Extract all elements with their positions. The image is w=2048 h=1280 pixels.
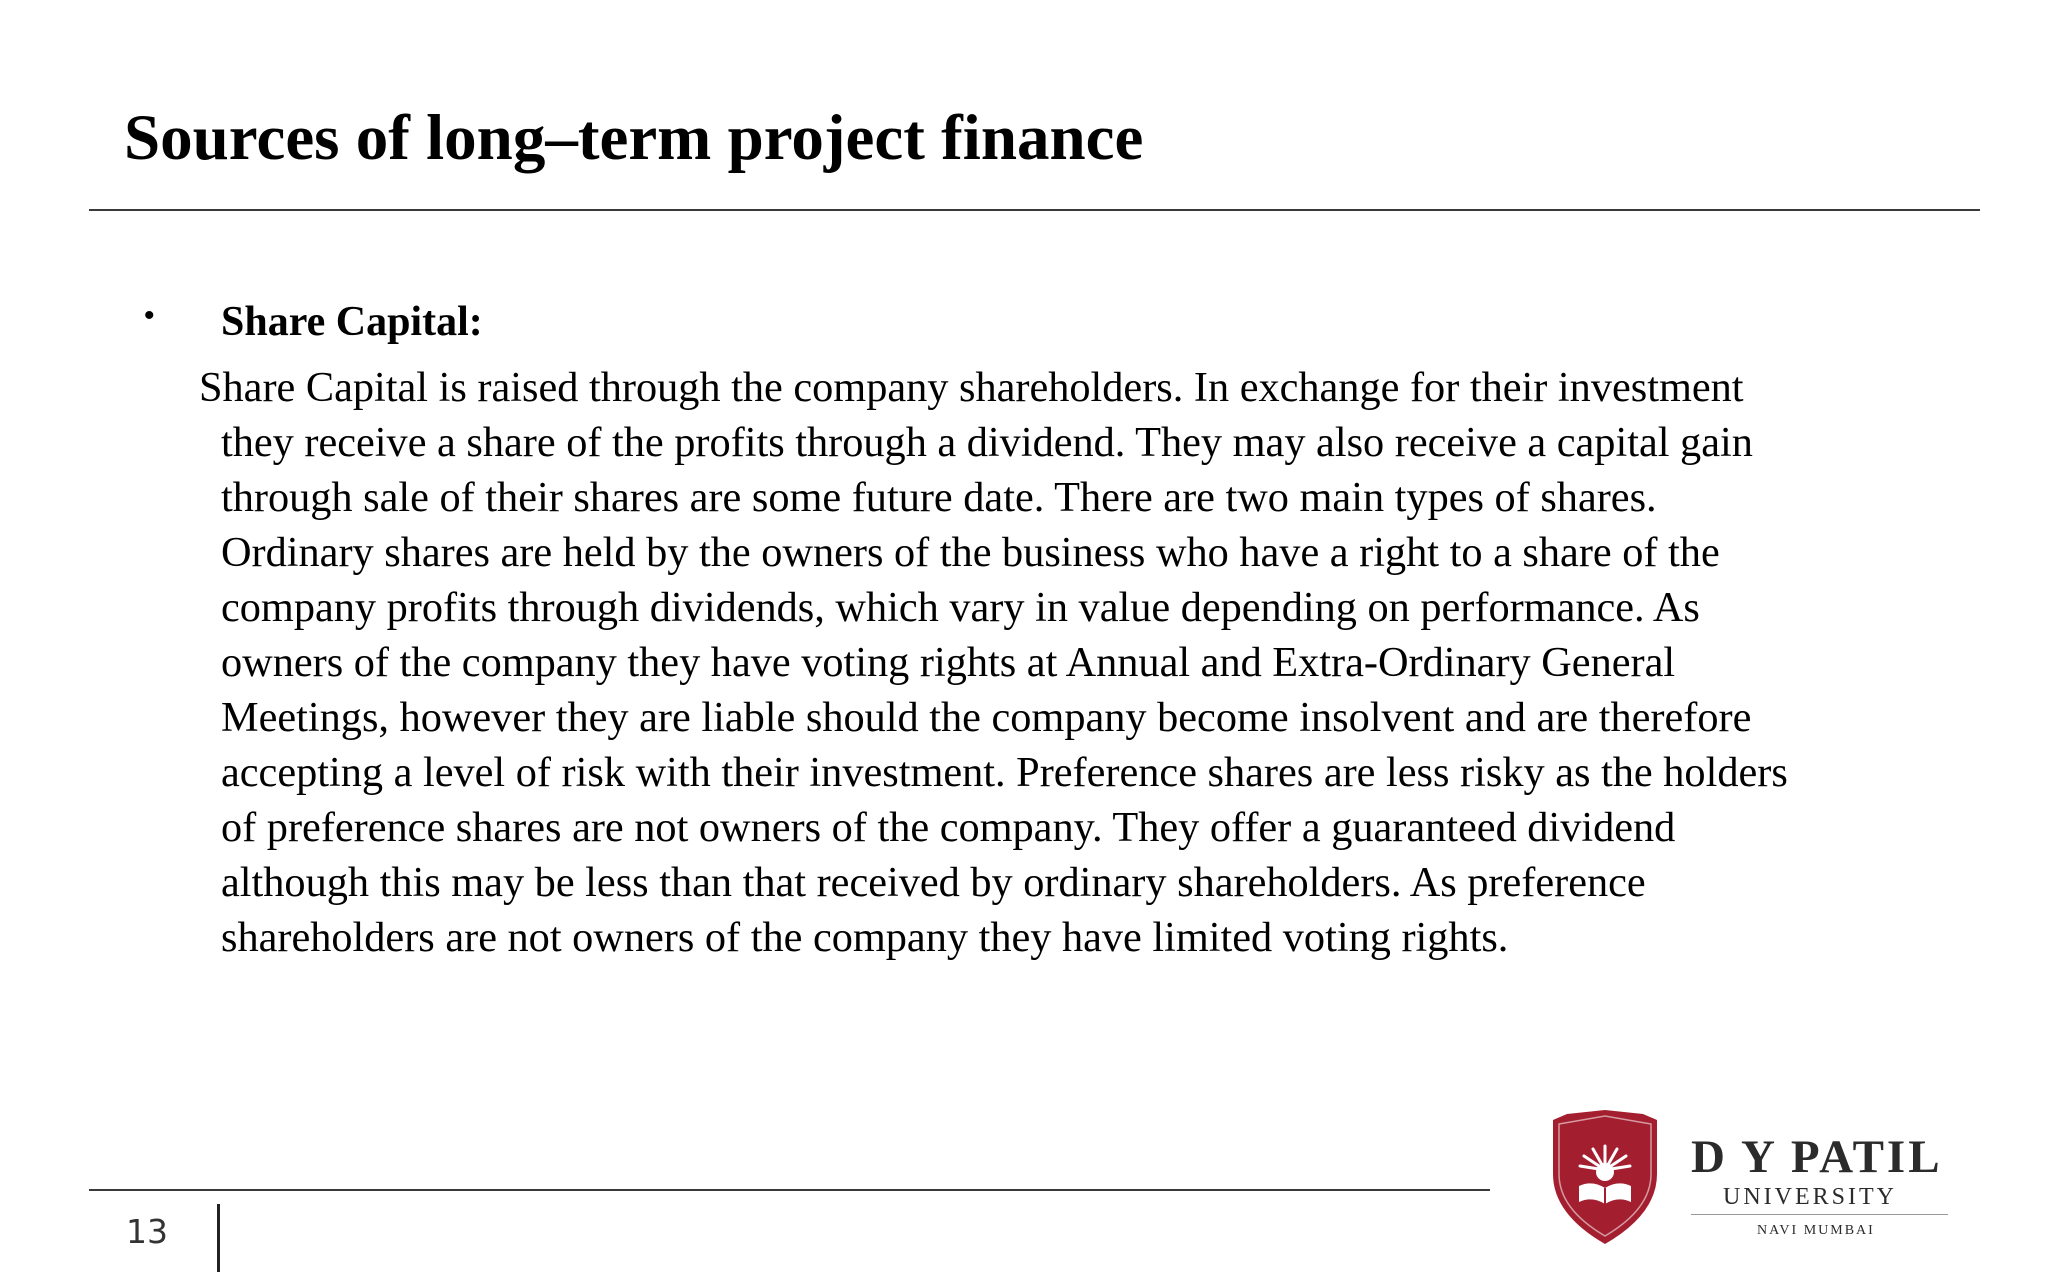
slide-title: Sources of long–term project finance (124, 102, 1144, 174)
body-line: company profits through dividends, which vary in value depending on performance. As (221, 584, 1700, 631)
book-with-rising-sun-icon (1549, 1110, 1661, 1244)
logo-location: NAVI MUMBAI (1757, 1223, 1875, 1238)
body-line: Share Capital is raised through the company shareholders. In exchange for their investment (199, 364, 1744, 411)
logo-subtitle: UNIVERSITY (1723, 1184, 1897, 1210)
title-divider (89, 209, 1980, 211)
bullet-icon: • (144, 299, 155, 332)
body-line: owners of the company they have voting rights at Annual and Extra-Ordinary General (221, 639, 1676, 686)
body-line: accepting a level of risk with their investment. Preference shares are less risky as the holders (221, 749, 1788, 796)
logo-divider (1691, 1214, 1948, 1215)
body-line: they receive a share of the profits through a dividend. They may also receive a capital gain (221, 419, 1753, 466)
logo-name: D Y PATIL (1691, 1131, 1943, 1183)
page-number-divider (217, 1204, 220, 1272)
body-line: through sale of their shares are some future date. There are two main types of shares. (221, 474, 1657, 521)
body-line: of preference shares are not owners of the company. They offer a guaranteed dividend (221, 804, 1676, 851)
page-number: 13 (126, 1212, 168, 1251)
body-line: Ordinary shares are held by the owners of the business who have a right to a share of the (221, 529, 1720, 576)
footer-divider (89, 1189, 1490, 1191)
bullet-heading: Share Capital: (221, 299, 483, 345)
body-line: although this may be less than that received by ordinary shareholders. As preference (221, 859, 1646, 906)
university-logo (1549, 1110, 1949, 1250)
body-line: Meetings, however they are liable should the company become insolvent and are therefore (221, 694, 1752, 741)
body-line: shareholders are not owners of the company they have limited voting rights. (221, 914, 1509, 961)
